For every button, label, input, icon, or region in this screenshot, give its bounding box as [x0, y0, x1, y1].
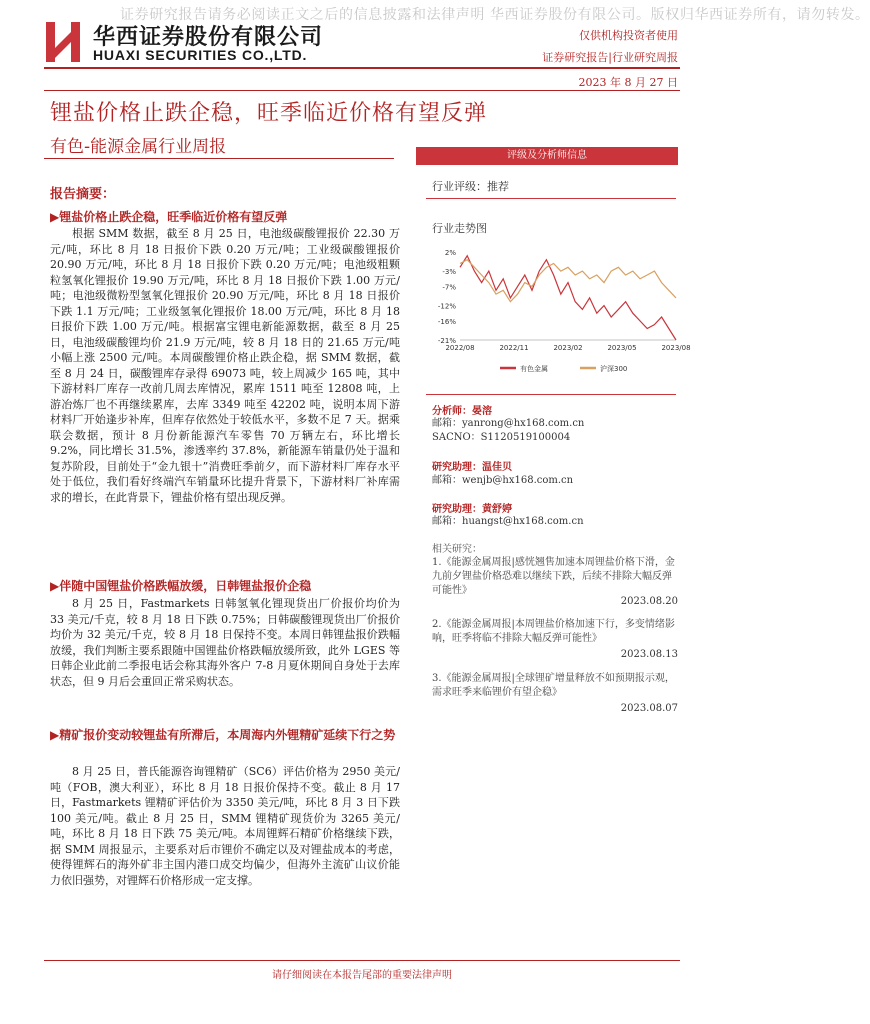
- y-tick-label: 2%: [444, 249, 456, 257]
- legend-label: 沪深300: [600, 365, 628, 373]
- x-tick-label: 2023/02: [553, 344, 583, 352]
- subtitle-divider: [44, 158, 394, 159]
- section-body: 8 月 25 日，普氏能源咨询锂精矿（SC6）评估价格为 2950 美元/吨（FOB，澳大利亚），环比 8 月 18 日报价保持不变。截止 8 月 17 日，Fastmarkets 锂精矿评估价为 3350 美元/吨，环比 8 月 3 日下跌 100 美元/吨。截止 8 月 25 日，SMM 锂精矿现货价为 3265 美元/吨，环比 8 月 18 日下跌 75 美元/吨。本周锂辉石精矿价格继续下跌，据 SMM 周报显示，主要系对后市锂价不确定以及对锂盐成本的考虑，使得锂辉石的海外矿非主国内港口成交均偏少，但海外主流矿山议价能力依旧强势，对锂辉石价格形成一定支撑。: [50, 765, 400, 887]
- section-body: 根据 SMM 数据，截至 8 月 25 日，电池级碳酸锂报价 22.30 万元/吨，环比 8 月 18 日报价下跌 0.20 万元/吨；工业级碳酸锂报价 20.90 万元/吨，环比 8 月 18 日报价下跌 0.20 万元/吨；电池级粗颗粒氢氧化锂报价 19.90 万元/吨，环比 8 月 18 日报价下跌 1.00 万元/吨；电池级微粉型氢氧化锂报价 20.90 万元/吨，环比 8 月 18 日报价下跌 1.1 万元/吨；工业级氢氧化锂报价 18.00 万元/吨，环比 8 月 18 日报价下跌 1.00 万元/吨。根据富宝锂电新能源数据，截至 8 月 25 日，电池级碳酸锂均价 21.9 万元/吨，较 8 月 18 日的 21.65 万元/吨小幅上涨 2500 元/吨。本周碳酸锂价格止跌企稳，据 SMM 数据，截至 8 月 24 日，碳酸锂库存录得 69073 吨，较上周减少 165 吨，其中下游材料厂库存一改前几周去库情况，累库 1511 吨至 12808 吨，上游冶炼厂也不再继续累库，去库 3349 吨至 42202 吨，说明本周下游材料厂开始逢步补库，但库存依然处于较低水平，多数不足 7 天。据乘联会数据，预计 8 月份新能源汽车零售 70 万辆左右，环比增长 9.2%，同比增长 31.5%，渗透率约 37.8%，新能源车销量仍处于温和复苏阶段，目前处于“金九银十”消费旺季前夕，而下游材料厂库存水平处于低位，我们看好终端汽车销量环比提升背景下，下游材料厂补库需求的增长，在此背景下，锂盐价格有望出现反弹。: [50, 227, 400, 504]
- y-tick-label: -7%: [442, 283, 456, 292]
- section-title: ▶锂盐价格止跌企稳，旺季临近价格有望反弹: [50, 210, 288, 224]
- analyst-sacno: SACNO：S1120519100004: [432, 432, 571, 443]
- watermark: 证券研究报告请务必阅读正文之后的信息披露和法律声明 华西证券股份有限公司。版权归华西证券所有，请勿转发。: [120, 7, 870, 23]
- related-report[interactable]: 1.《能源金属周报|感恍翘售加速本周锂盐价格下滑，金九前夕锂盐价格恐难以继续下跌，后续不排除大幅反弹可能性》: [432, 557, 675, 596]
- panel-divider: [426, 198, 676, 199]
- usage-note: 仅供机构投资者使用: [579, 29, 678, 42]
- date-divider: [44, 90, 680, 91]
- y-tick-label: -12%: [437, 302, 456, 311]
- related-report-date: 2023.08.20: [620, 596, 678, 607]
- section-title: ▶精矿报价变动较锂盐有所滞后，本周海内外锂精矿延续下行之势: [50, 728, 396, 742]
- company-name-en: HUAXI SECURITIES CO.,LTD.: [93, 47, 308, 63]
- analyst-email[interactable]: 邮箱：yanrong@hx168.com.cn: [432, 418, 585, 429]
- assistant1-email[interactable]: 邮箱：wenjb@hx168.com.cn: [432, 475, 574, 486]
- related-report[interactable]: 2.《能源金属周报|本周锂盐价格加速下行，多变情绪影响，旺季将临不排除大幅反弹可能性》: [432, 619, 675, 644]
- related-research-header: 相关研究：: [432, 544, 482, 555]
- related-report[interactable]: 3.《能源金属周报|全球锂矿增量释放不如预期报示观，需求旺季来临锂价有望企稳》: [432, 673, 675, 698]
- industry-trend-chart: [430, 244, 691, 384]
- company-logo-icon: [46, 22, 80, 62]
- report-date: 2023 年 8 月 27 日: [578, 76, 678, 89]
- legal-notice-footer[interactable]: 请仔细阅读在本报告尾部的重要法律声明: [272, 970, 452, 981]
- company-name-cn: 华西证券股份有限公司: [93, 25, 324, 50]
- abstract-header: 报告摘要：: [50, 187, 116, 202]
- x-tick-label: 2023/05: [607, 344, 637, 352]
- x-tick-label: 2022/11: [499, 344, 529, 352]
- legend-label: 有色金属: [520, 365, 548, 373]
- assistant2-email[interactable]: 邮箱：huangst@hx168.com.cn: [432, 516, 584, 527]
- x-tick-label: 2023/08: [661, 344, 691, 352]
- y-tick-label: -3%: [442, 268, 456, 277]
- series-line: [460, 256, 676, 340]
- footer-divider: [44, 960, 680, 961]
- x-tick-label: 2022/08: [445, 344, 475, 352]
- section-title: ▶伴随中国锂盐价格跌幅放缓，日韩锂盐报价企稳: [50, 579, 312, 593]
- industry-rating: 行业评级：推荐: [432, 180, 509, 193]
- analyst-label: 分析师：晏溶: [432, 406, 492, 417]
- panel-divider: [426, 394, 676, 395]
- section-body: 8 月 25 日，Fastmarkets 日韩氢氧化锂现货出厂价报价均价为 33 美元/千克，较 8 月 18 日下跌 0.75%；日韩碳酸锂现货出厂价报价均价为 32 美元/千克，较 8 月 18 日保持不变。本周日韩锂盐报价跌幅放缓，我们判断主要系跟随中国锂盐价格跌幅放缓所致，此外 LGES 等日韩企业此前二季报电话会称其海外客户 7-8 月夏休期间自身处于去库状态，但 9 月后会重回正常采购状态。: [50, 597, 400, 688]
- y-tick-label: -16%: [437, 317, 456, 326]
- assistant1-label: 研究助理：温佳贝: [432, 462, 512, 473]
- assistant2-label: 研究助理：黄舒婷: [432, 504, 512, 515]
- trend-chart-label: 行业走势图: [432, 222, 487, 235]
- header-divider: [44, 67, 680, 69]
- related-report-date: 2023.08.07: [620, 703, 678, 714]
- page-subtitle: 有色-能源金属行业周报: [50, 137, 227, 157]
- rating-panel-header: 评级及分析师信息: [416, 147, 678, 165]
- y-tick-label: -21%: [437, 337, 456, 345]
- report-type: 证券研究报告|行业研究周报: [542, 51, 678, 64]
- page-title: 锂盐价格止跌企稳，旺季临近价格有望反弹: [50, 101, 488, 126]
- related-report-date: 2023.08.13: [620, 649, 678, 660]
